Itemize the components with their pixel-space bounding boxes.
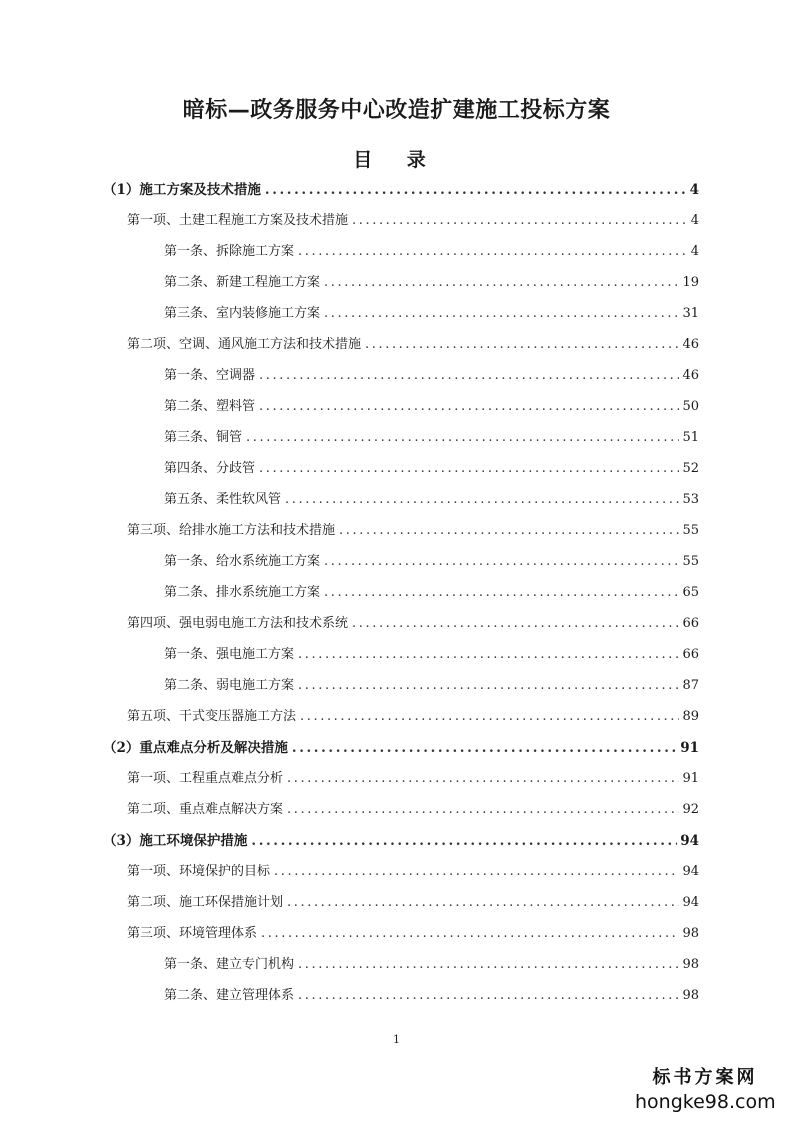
toc-entry-page: 50 [682, 399, 699, 414]
toc-entry-label: 第一项、工程重点难点分析 [127, 771, 284, 786]
toc-entry-page: 55 [682, 523, 699, 538]
toc-entry[interactable] [127, 922, 699, 946]
toc-leader-dots [259, 457, 679, 481]
toc-entry[interactable] [103, 829, 699, 853]
toc-entry[interactable] [164, 364, 699, 388]
toc-entry-page: 55 [682, 554, 699, 569]
toc-entry-page: 98 [682, 957, 699, 972]
toc-entry[interactable] [127, 767, 699, 791]
toc-entry-label: 第一条、拆除施工方案 [164, 244, 295, 259]
toc-entry[interactable] [164, 457, 699, 481]
toc-entry[interactable] [127, 705, 699, 729]
toc-entry-page: 4 [690, 244, 699, 259]
toc-entry-label: 第一条、建立专门机构 [164, 957, 295, 972]
toc-leader-dots [298, 984, 679, 1008]
toc-entry-page: 46 [682, 368, 699, 383]
toc-leader-dots [292, 736, 677, 760]
toc-leader-dots [324, 302, 679, 326]
toc-leader-dots [324, 550, 679, 574]
toc-entry-page: 92 [682, 802, 699, 817]
toc-entry-label: 第二项、空调、通风施工方法和技术措施 [127, 337, 362, 352]
toc-entry-label: 第一条、空调器 [164, 368, 256, 383]
toc-leader-dots [246, 426, 679, 450]
toc-leader-dots [298, 674, 679, 698]
document-title: 暗标—政务服务中心改造扩建施工投标方案 [182, 98, 611, 123]
toc-entry-label: 第五条、柔性软风管 [164, 492, 282, 507]
toc-entry-page: 94 [682, 895, 699, 910]
toc-entry[interactable] [164, 395, 699, 419]
toc-entry-label: 第四条、分歧管 [164, 461, 256, 476]
toc-leader-dots [324, 581, 679, 605]
toc-entry[interactable] [164, 240, 699, 264]
toc-entry-page: 98 [682, 988, 699, 1003]
toc-entry[interactable] [127, 209, 699, 233]
toc-entry-page: 66 [682, 647, 699, 662]
toc-entry-page: 87 [682, 678, 699, 693]
toc-entry-page: 91 [682, 771, 699, 786]
toc-leader-dots [274, 860, 679, 884]
watermark-domain: hongke98.com [635, 1091, 776, 1113]
toc-entry-page: 65 [682, 585, 699, 600]
toc-entry-label: 第二条、塑料管 [164, 399, 256, 414]
toc-entry[interactable] [127, 860, 699, 884]
toc-entry-label: 第三项、给排水施工方法和技术措施 [127, 523, 336, 538]
toc-leader-dots [287, 767, 679, 791]
toc-leader-dots [365, 333, 679, 357]
watermark-name: 标书方案网 [652, 1067, 758, 1088]
toc-entry[interactable] [127, 798, 699, 822]
toc-entry[interactable] [127, 612, 699, 636]
toc-entry-label: （3）施工环境保护措施 [103, 833, 248, 849]
toc-entry[interactable] [164, 984, 699, 1008]
toc-leader-dots [285, 488, 679, 512]
toc-entry-page: 31 [682, 306, 699, 321]
toc-entry-page: 4 [689, 182, 699, 198]
toc-leader-dots [259, 364, 679, 388]
toc-entry[interactable] [164, 643, 699, 667]
toc-entry-label: 第一条、给水系统施工方案 [164, 554, 321, 569]
toc-entry-page: 89 [682, 709, 699, 724]
toc-leader-dots [352, 612, 679, 636]
toc-entry-label: 第五项、干式变压器施工方法 [127, 709, 297, 724]
toc-entry-page: 4 [690, 213, 699, 228]
toc-entry[interactable] [164, 581, 699, 605]
toc-entry-page: 46 [682, 337, 699, 352]
site-watermark [635, 1066, 775, 1114]
toc-entry-label: （2）重点难点分析及解决措施 [103, 740, 288, 756]
toc-entry-page: 51 [682, 430, 699, 445]
toc-leader-dots [339, 519, 679, 543]
toc-entry[interactable] [103, 736, 699, 760]
toc-entry-label: 第一项、土建工程施工方案及技术措施 [127, 213, 349, 228]
toc-leader-dots [251, 829, 677, 853]
toc-leader-dots [298, 240, 688, 264]
toc-leader-dots [265, 178, 687, 202]
toc-leader-dots [287, 798, 679, 822]
toc-entry-label: 第四项、强电弱电施工方法和技术系统 [127, 616, 349, 631]
page-number: 1 [393, 1033, 400, 1046]
toc-leader-dots [261, 922, 679, 946]
toc-entry[interactable] [164, 426, 699, 450]
toc-entry-label: 第二条、弱电施工方案 [164, 678, 295, 693]
toc-entry[interactable] [164, 674, 699, 698]
toc-entry-page: 98 [682, 926, 699, 941]
toc-entry-page: 19 [682, 275, 699, 290]
toc-entry-label: 第二条、建立管理体系 [164, 988, 295, 1003]
toc-entry[interactable] [127, 519, 699, 543]
toc-entry-label: 第一项、环境保护的目标 [127, 864, 271, 879]
toc-entry[interactable] [127, 333, 699, 357]
toc-leader-dots [324, 271, 679, 295]
toc-entry[interactable] [164, 302, 699, 326]
toc-heading: 目 录 [353, 149, 440, 171]
toc-entry[interactable] [164, 271, 699, 295]
toc-leader-dots [298, 643, 679, 667]
toc-entry[interactable] [127, 891, 699, 915]
toc-entry-label: 第二条、新建工程施工方案 [164, 275, 321, 290]
toc-entry-label: 第三项、环境管理体系 [127, 926, 258, 941]
toc-entry-page: 52 [682, 461, 699, 476]
toc-entry[interactable] [164, 488, 699, 512]
toc-entry-label: 第二项、施工环保措施计划 [127, 895, 284, 910]
toc-entry-label: 第三条、室内装修施工方案 [164, 306, 321, 321]
toc-entry-label: 第二条、排水系统施工方案 [164, 585, 321, 600]
toc-leader-dots [287, 891, 679, 915]
toc-entry[interactable] [164, 550, 699, 574]
toc-entry-label: 第三条、铜管 [164, 430, 243, 445]
toc-entry-page: 94 [680, 833, 699, 849]
toc-entry-page: 53 [682, 492, 699, 507]
toc-leader-dots [259, 395, 679, 419]
toc-leader-dots [298, 953, 679, 977]
toc-entry-label: 第一条、强电施工方案 [164, 647, 295, 662]
toc-entry[interactable] [164, 953, 699, 977]
toc-leader-dots [300, 705, 679, 729]
toc-entry-page: 66 [682, 616, 699, 631]
toc-entry-label: 第二项、重点难点解决方案 [127, 802, 284, 817]
toc-entry-label: （1）施工方案及技术措施 [103, 182, 261, 198]
toc-leader-dots [352, 209, 688, 233]
toc-entry-page: 94 [682, 864, 699, 879]
toc-entry[interactable] [103, 178, 699, 202]
toc-entry-page: 91 [680, 740, 699, 756]
